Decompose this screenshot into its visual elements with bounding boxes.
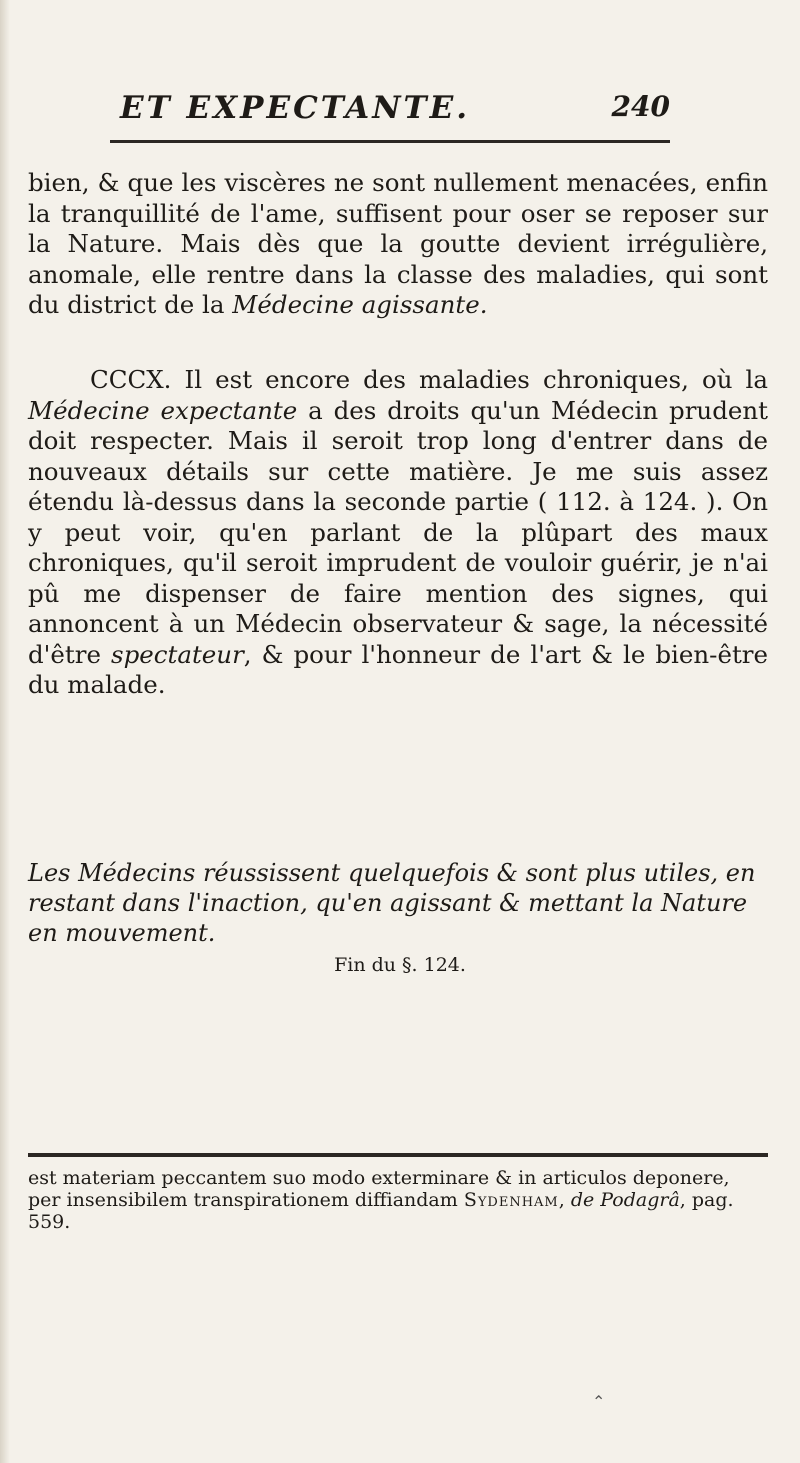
italic-term-a: Médecine expectante bbox=[28, 395, 298, 425]
page-number: 240 bbox=[611, 90, 670, 123]
stray-mark: ⌃ bbox=[592, 1392, 606, 1411]
paragraph-cccx bbox=[28, 365, 768, 701]
running-title: ET EXPECTANTE. bbox=[120, 90, 471, 126]
footnote bbox=[28, 1167, 768, 1233]
paragraph-continued bbox=[28, 168, 768, 321]
italic-term: Médecine agissante. bbox=[232, 290, 488, 319]
paragraph-number: CCCX. bbox=[90, 365, 172, 394]
footnote-author: Sydenham bbox=[463, 1189, 559, 1211]
header-rule bbox=[110, 140, 670, 143]
section-end-note: Fin du §. 124. bbox=[334, 954, 466, 976]
paragraph-text-b: a des droits qu'un Médecin prudent doit respecter. Mais il seroit trop long d'entrer dans de nouveaux détails sur cette matière. Je me suis assez étendu là-dessus dans la seconde partie ( 112. à 124. ). On y peut voir, qu'en parlant de la plûpart des maux chroniques, qu'il seroit imprudent de vouloir guérir, je n'ai pû me dispenser de faire mention des signes, qui annoncent à un Médecin observateur & sage, la nécessité d'être bbox=[28, 395, 768, 669]
paragraph-text-a: Il est encore des maladies chroniques, où la bbox=[171, 365, 768, 394]
footnote-text-b: , bbox=[558, 1189, 571, 1211]
paragraph-text-c: , & pour l'honneur de l'art & le bien-être du malade. bbox=[28, 639, 769, 699]
page-gutter bbox=[0, 0, 10, 1463]
footnote-text-c: , pag. 559. bbox=[28, 1189, 734, 1233]
footnote-work: de Podagrâ bbox=[570, 1189, 680, 1211]
footnote-text-a: est materiam peccantem suo modo exterminare & in articulos deponere, per insensibilem transpirationem diffiandam bbox=[28, 1167, 730, 1211]
paragraph-text: bien, & que les viscères ne sont nullement menacées, enfin la tranquillité de l'ame, suffisent pour oser se reposer sur la Nature. Mais dès que la goutte devient irrégulière, anomale, elle rentre dans la classe des maladies, qui sont du district de la bbox=[28, 168, 768, 319]
footnote-rule bbox=[28, 1153, 768, 1157]
page-header bbox=[110, 90, 670, 150]
italic-term-b: spectateur bbox=[111, 639, 244, 669]
summary-paragraph: Les Médecins réussissent quelquefois & sont plus utiles, en restant dans l'inaction, qu'en agissant & mettant la Nature en mouvement. bbox=[28, 859, 756, 947]
